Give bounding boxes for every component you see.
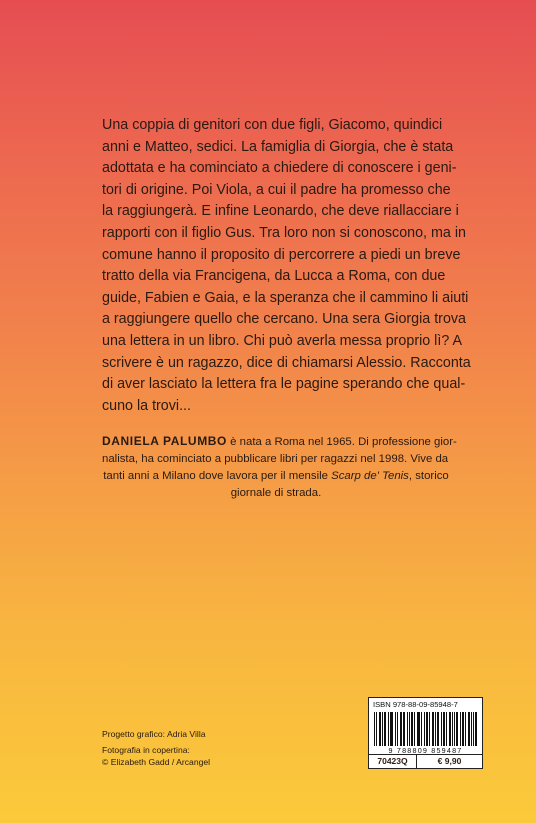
blurb-line: guide, Fabien e Gaia, e la speranza che il cammino li aiuti — [102, 289, 469, 306]
bio-line-2: nalista, ha cominciato a pubblicare libri per ragazzi nel 1998. Vive da — [102, 452, 449, 465]
photo-label: Fotografia in copertina: — [102, 745, 190, 755]
barcode-icon — [374, 712, 477, 746]
bio-line-3a: tanti anni a Milano dove lavora per il mensile — [103, 469, 332, 482]
blurb-line: di aver lasciato la lettera fra le pagine sperando che qual- — [102, 376, 466, 393]
blurb-line: a raggiungere quello che cercano. Una sera Giorgia trova — [102, 311, 466, 328]
product-code: 70423Q — [369, 755, 417, 769]
blurb-line: tori di origine. Poi Viola, a cui il padre ha promesso che — [102, 181, 451, 198]
code-price-row — [369, 754, 482, 769]
magazine-title: Scarp de' Tenis — [331, 469, 409, 482]
bio-line-4: giornale di strada. — [230, 486, 322, 499]
blurb-line: rapporti con il figlio Gus. Tra loro non si conoscono, ma in — [102, 224, 466, 241]
blurb-text — [102, 115, 471, 417]
barcode-box — [368, 697, 483, 769]
blurb-line: Una coppia di genitori con due figli, Giacomo, quindici — [102, 117, 443, 133]
blurb-line: comune hanno il proposito di percorrere a piedi un breve — [102, 246, 461, 263]
blurb-line: adottata e ha cominciato a chiedere di conoscere i geni- — [102, 160, 457, 177]
blurb-line: la raggiungerà. E infine Leonardo, che deve riallacciare i — [102, 203, 459, 220]
blurb-line: tratto della via Francigena, da Lucca a Roma, con due — [102, 268, 446, 285]
author-name: DANIELA PALUMBO — [102, 434, 227, 448]
blurb-line: cuno la trovi... — [102, 397, 191, 414]
price: € 9,90 — [437, 756, 462, 766]
blurb-line: scrivere è un ragazzo, dice di chiamarsi Alessio. Racconta — [102, 354, 471, 371]
blurb-line: una lettera in un libro. Chi può averla messa proprio lì? A — [102, 332, 463, 349]
bio-line-3b: , storico — [408, 469, 449, 482]
author-bio — [102, 433, 457, 502]
design-credit: Progetto grafico: Adria Villa — [102, 729, 206, 739]
bio-line-1: è nata a Roma nel 1965. Di professione gior- — [227, 436, 457, 448]
photo-credit: © Elizabeth Gadd / Arcangel — [102, 757, 211, 767]
blurb-line: anni e Matteo, sedici. La famiglia di Giorgia, che è stata — [102, 138, 454, 155]
credits — [102, 728, 210, 768]
isbn: ISBN 978-88-09-85948-7 — [373, 700, 458, 709]
barcode-number: 9 788809 859487 — [388, 746, 463, 755]
